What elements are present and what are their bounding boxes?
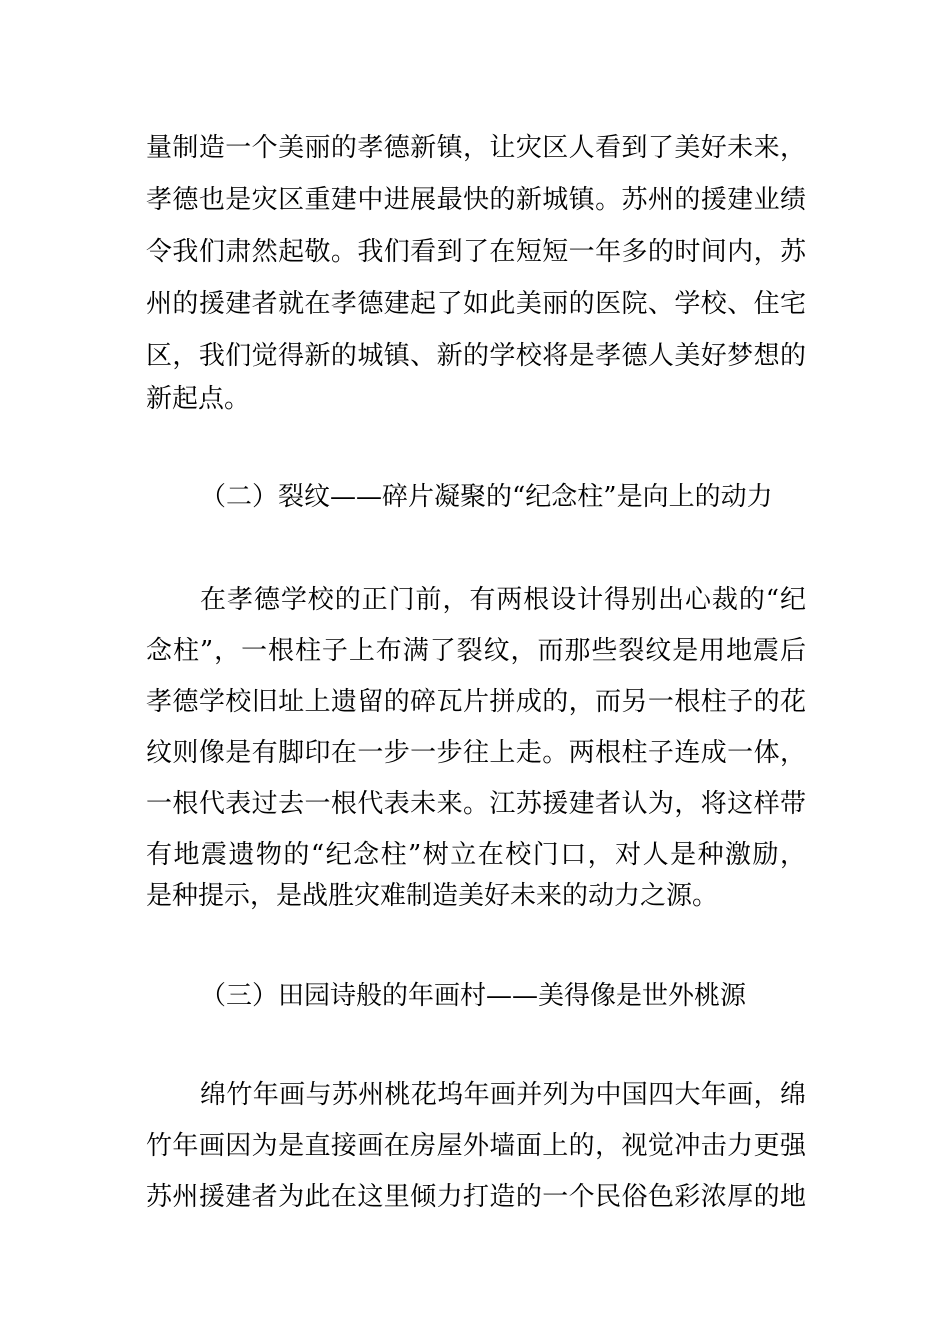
paragraph-line: 孝德学校旧址上遗留的碎瓦片拼成的，而另一根柱子的花	[146, 687, 806, 717]
paragraph-line: 竹年画因为是直接画在房屋外墙面上的，视觉冲击力更强	[146, 1131, 806, 1161]
paragraph-line: 纹则像是有脚印在一步一步往上走。两根柱子连成一体，	[146, 738, 806, 768]
paragraph-line: 令我们肃然起敬。我们看到了在短短一年多的时间内，苏	[146, 237, 806, 267]
section-heading: （三）田园诗般的年画村——美得像是世外桃源	[200, 981, 747, 1011]
paragraph-line: 在孝德学校的正门前，有两根设计得别出心裁的“纪	[200, 585, 806, 615]
paragraph-line: 孝德也是灾区重建中进展最快的新城镇。苏州的援建业绩	[146, 185, 806, 215]
paragraph-line: 区，我们觉得新的城镇、新的学校将是孝德人美好梦想的	[146, 341, 806, 371]
paragraph-line: 量制造一个美丽的孝德新镇，让灾区人看到了美好未来，	[146, 133, 806, 163]
paragraph-line: 州的援建者就在孝德建起了如此美丽的医院、学校、住宅	[146, 289, 806, 319]
paragraph-line: 是种提示，是战胜灾难制造美好未来的动力之源。	[146, 881, 719, 911]
paragraph-line: 有地震遗物的“纪念柱”树立在校门口，对人是种激励，	[146, 840, 806, 870]
paragraph-line: 绵竹年画与苏州桃花坞年画并列为中国四大年画，绵	[200, 1080, 806, 1110]
paragraph-line: 苏州援建者为此在这里倾力打造的一个民俗色彩浓厚的地	[146, 1182, 806, 1212]
paragraph-line: 一根代表过去一根代表未来。江苏援建者认为，将这样带	[146, 789, 806, 819]
paragraph-line: 念柱”，一根柱子上布满了裂纹，而那些裂纹是用地震后	[146, 636, 806, 666]
section-heading: （二）裂纹——碎片凝聚的“纪念柱”是向上的动力	[200, 482, 773, 512]
paragraph-line: 新起点。	[146, 384, 251, 414]
